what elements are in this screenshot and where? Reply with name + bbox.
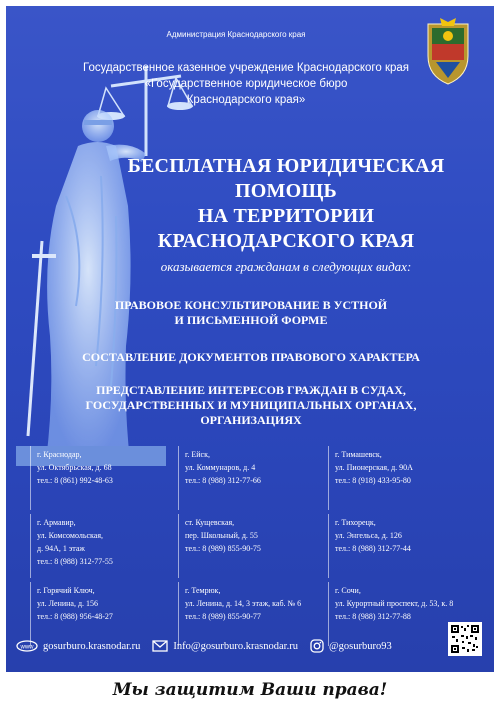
svg-text:www: www: [20, 644, 34, 651]
office-city: г. Тимашевск,: [335, 450, 382, 459]
headline-line: ПОМОЩЬ: [235, 180, 337, 202]
office-eysk: [178, 446, 328, 510]
institution-line: Государственное казенное учреждение Краснодарского края: [82, 62, 410, 74]
service-line: ПРАВОВОЕ КОНСУЛЬТИРОВАНИЕ В УСТНОЙ: [114, 298, 388, 312]
office-timashevsk: [328, 446, 478, 510]
office-address: ул. Ленина, д. 14, 3 этаж, каб. № 6: [185, 599, 302, 608]
office-armavir: [30, 514, 178, 578]
office-address: ул. Курортный проспект, д. 53, к. 8: [335, 599, 454, 608]
service-representation: [36, 383, 466, 428]
social-contact[interactable]: [310, 639, 392, 653]
office-city: г. Краснодар,: [37, 450, 82, 459]
administration-label: Администрация Краснодарского края: [166, 30, 306, 39]
office-phone: тел.: 8 (989) 855-90-77: [185, 612, 261, 621]
service-line: ПРЕДСТАВЛЕНИЕ ИНТЕРЕСОВ ГРАЖДАН В СУДАХ,: [96, 383, 406, 397]
office-kushchevskaya: [178, 514, 328, 578]
instagram-icon: [310, 639, 324, 653]
office-krasnodar: [30, 446, 178, 510]
website-link[interactable]: gosurburo.krasnodar.ru: [43, 640, 141, 652]
office-city: г. Сочи,: [335, 586, 361, 595]
email-contact[interactable]: [152, 640, 298, 652]
headline-subtitle: оказывается гражданам в следующих видах:: [160, 259, 412, 274]
office-city: г. Ейск,: [185, 450, 210, 459]
office-address: ул. Пионерская, д. 90А: [335, 463, 413, 472]
headline-line: КРАСНОДАРСКОГО КРАЯ: [157, 230, 415, 252]
office-city: ст. Кущевская,: [185, 518, 235, 527]
office-phone: тел.: 8 (989) 855-90-75: [185, 544, 261, 553]
office-tikhoretsk: [328, 514, 478, 578]
office-city: г. Армавир,: [37, 518, 76, 527]
office-list: [30, 446, 478, 650]
service-consulting: [36, 298, 466, 328]
institution-name: [46, 60, 446, 108]
contacts-bar: [16, 636, 456, 656]
service-documents: [36, 350, 466, 365]
social-link[interactable]: @gosurburo93: [328, 640, 392, 652]
headline: [106, 154, 466, 254]
service-line: ОРГАНИЗАЦИЯХ: [200, 413, 302, 427]
office-address: ул. Энгельса, д. 126: [335, 531, 402, 540]
office-address: ул. Октябрьская, д. 68: [37, 463, 112, 472]
office-phone: тел.: 8 (988) 312-77-88: [335, 612, 411, 621]
qr-code-icon[interactable]: [448, 622, 482, 656]
office-address: д. 94А, 1 этаж: [37, 544, 85, 553]
service-line: СОСТАВЛЕНИЕ ДОКУМЕНТОВ ПРАВОВОГО ХАРАКТЕРА: [82, 350, 420, 364]
office-phone: тел.: 8 (988) 312-77-55: [37, 557, 113, 566]
office-phone: тел.: 8 (988) 956-48-27: [37, 612, 113, 621]
poster: [6, 6, 494, 672]
institution-line: «Государственное юридическое бюро: [144, 78, 348, 90]
email-link[interactable]: Info@gosurburo.krasnodar.ru: [173, 640, 298, 652]
office-phone: тел.: 8 (861) 992-48-63: [37, 476, 113, 485]
office-phone: тел.: 8 (988) 312-77-66: [185, 476, 261, 485]
website-contact[interactable]: [16, 640, 140, 652]
office-address: ул. Комсомольская,: [37, 531, 104, 540]
slogan: Мы защитим Ваши права!: [112, 680, 388, 700]
service-line: И ПИСЬМЕННОЙ ФОРМЕ: [174, 313, 328, 327]
office-city: г. Тихорецк,: [335, 518, 376, 527]
office-phone: тел.: 8 (918) 433-95-80: [335, 476, 411, 485]
office-city: г. Горячий Ключ,: [37, 586, 95, 595]
website-icon: [16, 640, 38, 652]
office-address: ул. Ленина, д. 156: [37, 599, 99, 608]
office-city: г. Темрюк,: [185, 586, 221, 595]
office-phone: тел.: 8 (988) 312-77-44: [335, 544, 411, 553]
office-address: пер. Школьный, д. 55: [185, 531, 258, 540]
envelope-icon: [152, 640, 168, 652]
office-address: ул. Коммунаров, д. 4: [185, 463, 256, 472]
service-line: ГОСУДАРСТВЕННЫХ И МУНИЦИПАЛЬНЫХ ОРГАНАХ,: [85, 398, 417, 412]
headline-line: НА ТЕРРИТОРИИ: [197, 205, 375, 227]
institution-line: Краснодарского края»: [186, 94, 306, 106]
headline-line: БЕСПЛАТНАЯ ЮРИДИЧЕСКАЯ: [127, 155, 445, 177]
